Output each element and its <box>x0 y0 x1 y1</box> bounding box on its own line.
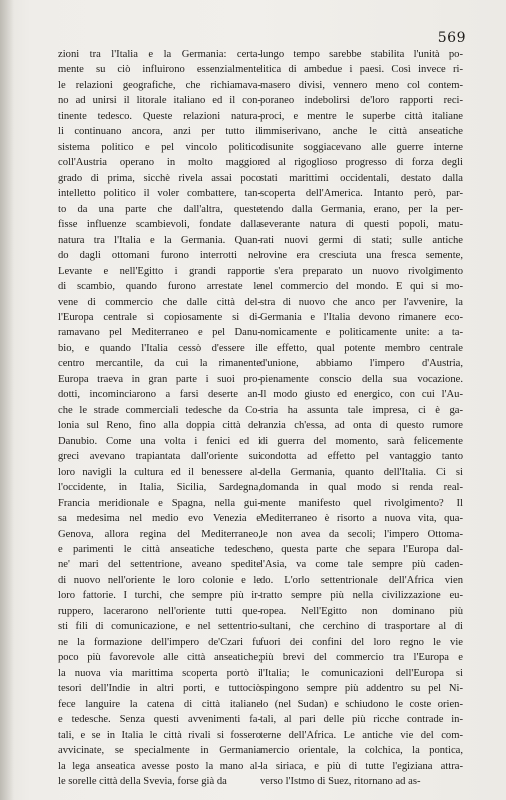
text-line: do dagli ottomani furono interrotti nel <box>58 250 261 262</box>
text-line: dotti, incominciarono a farsi deserte an- <box>58 389 261 401</box>
text-line: litica di ambedue i paesi. Così invece ri- <box>260 64 463 76</box>
text-line: fece languire la catena di città italiane <box>58 698 261 710</box>
text-line: l'Europa centrale sì copiosamente si di- <box>58 311 261 323</box>
text-line: ed al rigoglioso progresso di forza degli <box>260 157 463 169</box>
text-line: Levante e nell'Egitto i grandi rapporti <box>58 265 261 277</box>
text-line: ne' mari del settentrione, aveano spedite <box>58 559 261 571</box>
text-line: le non avea da secoli; l'impero Ottoma- <box>260 528 463 540</box>
text-line: sistema politico e pel vincolo politico <box>58 141 261 153</box>
text-line: di nuovo nell'oriente le loro colonie e le <box>58 574 261 586</box>
text-line: mente manifesto quel rivolgimento? Il <box>260 497 463 509</box>
text-line: più brevi del commercio tra l'Europa e <box>260 652 463 664</box>
text-line: mente su ciò influirono essenzialmente <box>58 64 261 76</box>
text-line: tali, e se in Italia le città rivali si fossero <box>58 729 261 741</box>
text-line: tali, al pari delle più ricche contrade in- <box>260 714 463 726</box>
text-line: la lega anseatica avesse posto la mano al- <box>58 760 261 772</box>
text-line: tratto sempre più nella civilizzazione eu- <box>260 590 463 602</box>
text-line: e tedesche. Senza questi avvenimenti fa- <box>58 714 261 726</box>
text-line: ne la formazione dell'impero de'Czari fu <box>58 636 261 648</box>
text-line: spingono sempre più addentro su pel Ni- <box>260 683 463 695</box>
text-line: ruppero, lacerarono nell'oriente tutti que- <box>58 605 261 617</box>
text-line: le effetto, qual potente membro centrale <box>260 342 463 354</box>
text-line: tendo dalla Germania, erano, per la per- <box>260 203 463 215</box>
text-line: nel commercio del mondo. E qui si mo- <box>260 281 463 293</box>
text-line: di guerra del momento, sarà felicemente <box>260 435 463 447</box>
text-line: lungo tempo sarebbe stabilita l'unità po- <box>260 49 463 60</box>
page-number: 569 <box>437 30 466 46</box>
text-line: sti fili di comunicazione, e nel settentrio- <box>58 621 261 633</box>
text-line: l'Asia, va come tale sempre più caden- <box>260 559 463 571</box>
text-line: lo (nel Sudan) e schiudono le coste orien- <box>260 698 463 710</box>
text-line: la siriaca, e più di tutte l'egiziana attra- <box>260 760 463 772</box>
text-line: poraneo indebolirsi de'loro rapporti reci- <box>260 95 463 107</box>
text-line: loro fattorie. I turchi, che sempre più ir- <box>58 590 261 602</box>
text-line: severante natura di questi popoli, matu- <box>260 219 463 231</box>
text-line: ramavano pel Mediterraneo e pel Danu- <box>58 327 261 339</box>
text-line: e parimenti le città anseatiche tedesche <box>58 544 261 555</box>
right-text-column <box>260 47 463 788</box>
text-line: fisse influenze scambievoli, fondate dalla <box>58 219 261 231</box>
text-line: masero divisi, vennero meno col contem- <box>260 79 463 91</box>
text-line: mercio orientale, la colchica, la pontica, <box>260 745 463 757</box>
text-line: disunite soggiacevano alle guerre interne <box>260 141 463 153</box>
binding-shadow <box>0 0 14 800</box>
text-line: Germania e l'Italia devono rimanere eco- <box>260 311 463 323</box>
text-line: no, questa parte che separa l'Europa dal- <box>260 544 463 555</box>
text-line: scoperta dell'America. Intanto però, par- <box>260 188 463 200</box>
text-line: natura tra l'Italia e la Germania. Quan- <box>58 234 261 246</box>
text-line: tesori dell'Indie in altri porti, e tuttociò <box>58 683 261 695</box>
text-line: verso l'Istmo di Suez, ritornano ad as- <box>260 776 421 788</box>
text-line: do. L'orlo settentrionale dell'Africa vien <box>260 574 463 586</box>
left-text-column <box>58 47 261 788</box>
text-line: tinente tedesco. Queste relazioni natura- <box>58 110 261 122</box>
text-line: della Germania, quanto dell'Italia. Ci si <box>260 466 463 478</box>
text-line: la nuova via marittima scoperta portò i <box>58 667 261 679</box>
text-line: ropea. Nell'Egitto non dominano più <box>260 605 463 617</box>
text-line: Il modo giusto ed energico, con cui l'Au- <box>260 389 463 401</box>
text-line: Genova, allora regina del Mediterraneo, <box>58 528 261 540</box>
text-line: stra di nuovo che anco per l'avvenire, la <box>260 296 463 308</box>
text-line: domanda in qual modo si renda real- <box>260 482 463 494</box>
text-line: sa medesima nel medio evo Venezia e <box>58 513 261 525</box>
text-line: centro mercantile, da cui la rimanente <box>58 358 261 370</box>
text-line: grado di prima, sicchè rivela assai poco <box>58 172 261 184</box>
text-line: bio, e quando l'Italia cessò d'essere il <box>58 342 261 354</box>
text-line: Francia meridionale e Spagna, nella gui- <box>58 497 261 509</box>
text-line: avvicinate, se specialmente in Germania <box>58 745 261 757</box>
text-line: l'Italia; le comunicazioni dell'Europa si <box>260 667 463 679</box>
text-line: le sorelle città della Svevia, forse già da <box>58 776 227 788</box>
text-line: li continuano ancora, anzi per tutto il <box>58 126 261 138</box>
text-line: rati nuovi germi di stati; sulle antiche <box>260 234 463 246</box>
text-line: ranzia ch'essa, ad onta di questo rumore <box>260 420 463 432</box>
text-line: pienamente conscio della sua vocazione. <box>260 373 463 385</box>
text-line: lonia sul Reno, fino alla doppia città del <box>58 420 261 432</box>
text-line: greci avevano trapiantata dall'oriente sui <box>58 451 261 463</box>
text-line: Danubio. Come una volta i fenici ed i <box>58 435 261 447</box>
text-line: di scambio, quando furono arrestate le <box>58 281 261 293</box>
text-line: d'unione, abbiamo l'impero d'Austria, <box>260 358 463 370</box>
text-line: condotta ad effetto pel vantaggio tanto <box>260 451 463 463</box>
text-line: fuori dei confini del loro regno le vie <box>260 636 463 648</box>
text-line: nomicamente e politicamente unite: a ta- <box>260 327 463 339</box>
text-line: le relazioni geografiche, che richiamava- <box>58 79 261 91</box>
text-line: che le strade commerciali tedesche da Co- <box>58 404 261 416</box>
text-line: to da una parte che dall'altra, queste <box>58 203 261 215</box>
text-line: poco più favorevole alle città anseatiche; <box>58 652 261 664</box>
text-line: intelletto politico il voler combattere, tan- <box>58 188 261 200</box>
text-line: no ad unirsi il litorale italiano ed il con- <box>58 95 261 107</box>
text-line: proci, e mentre le superbe città italiane <box>260 110 463 122</box>
text-line: e s'era preparato un nuovo rivolgimento <box>260 265 463 277</box>
text-line: coll'Austria operano in molto maggior <box>58 157 261 169</box>
text-line: immiserivano, anche le città anseatiche <box>260 126 463 138</box>
text-line: Europa traeva in gran parte i suoi pro- <box>58 373 261 385</box>
text-line: stria ha assunta tale impresa, ci è ga- <box>260 404 463 416</box>
text-line: zioni tra l'Italia e la Germania: certa- <box>58 49 261 60</box>
text-line: loro navigli la cultura ed il benessere al- <box>58 466 261 478</box>
text-line: rovine era cresciuta una fresca semente, <box>260 250 463 262</box>
text-line: stati marittimi occidentali, destato dalla <box>260 172 463 184</box>
text-line: l'occidente, in Italia, Sicilia, Sardegna, <box>58 482 261 494</box>
text-line: vene di commercio che dalle città del- <box>58 296 261 308</box>
text-line: Mediterraneo è risorto a nuova vita, qua- <box>260 513 463 525</box>
text-line: sultani, che cerchino di trasportare al di <box>260 621 463 633</box>
text-line: terne dell'Africa. Le antiche vie del com- <box>260 729 463 741</box>
